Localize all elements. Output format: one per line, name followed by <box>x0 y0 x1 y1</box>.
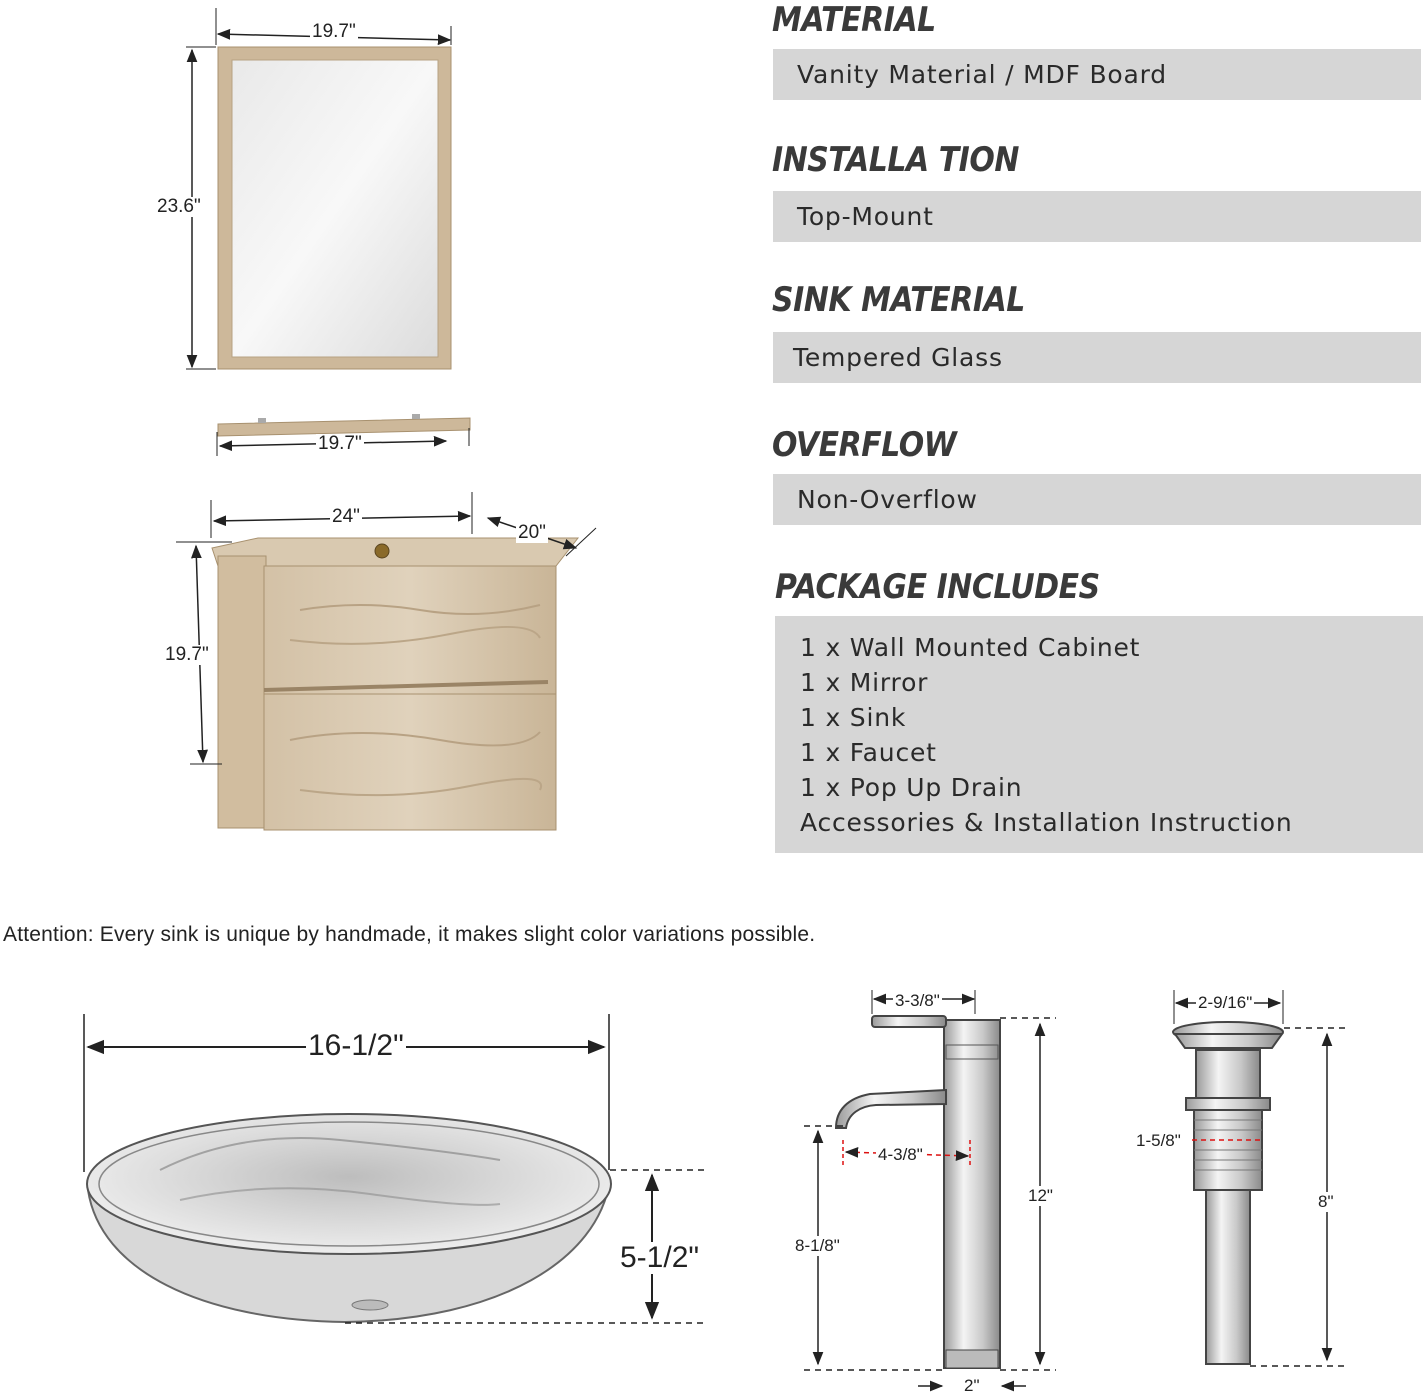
faucet-drawing <box>804 990 1056 1386</box>
package-item: 1 x Wall Mounted Cabinet <box>800 633 1141 662</box>
overflow-value-box <box>773 474 1421 525</box>
drain-length-label: 8" <box>1318 1192 1334 1211</box>
installation-heading: INSTALLA TION <box>772 140 1019 180</box>
attention-note: Attention: Every sink is unique by handmade, it makes slight color variations possible. <box>3 923 816 946</box>
cabinet-width-label: 24" <box>332 506 360 527</box>
mirror-height-label: 23.6" <box>157 196 201 217</box>
package-heading: PACKAGE INCLUDES <box>775 567 1100 607</box>
package-item: 1 x Mirror <box>800 668 929 697</box>
package-list <box>775 616 1423 853</box>
package-item: Accessories & Installation Instruction <box>800 808 1293 837</box>
overflow-heading: OVERFLOW <box>772 425 957 465</box>
drain-diameter-label: 1-5/8" <box>1136 1131 1181 1150</box>
package-item: 1 x Pop Up Drain <box>800 773 1023 802</box>
mirror-width-label: 19.7" <box>312 21 356 42</box>
drain-cap-label: 2-9/16" <box>1198 993 1253 1012</box>
sink-material-value: Tempered Glass <box>793 343 1003 372</box>
package-item: 1 x Sink <box>800 703 907 732</box>
sink-height-label: 5-1/2" <box>620 1241 700 1274</box>
cabinet-depth-label: 20" <box>518 522 546 543</box>
sink-material-value-box <box>773 332 1421 383</box>
cabinet-height-label: 19.7" <box>165 644 209 665</box>
overflow-value: Non-Overflow <box>797 485 978 514</box>
faucet-base-label: 2" <box>964 1376 980 1395</box>
faucet-handle-label: 3-3/8" <box>895 991 940 1010</box>
mirror-drawing <box>186 8 451 369</box>
sink-diameter-label: 16-1/2" <box>308 1029 404 1062</box>
package-item: 1 x Faucet <box>800 738 937 767</box>
material-value: Vanity Material / MDF Board <box>797 60 1167 89</box>
material-value-box <box>773 49 1421 100</box>
faucet-spout-height-label: 8-1/8" <box>795 1236 840 1255</box>
sink-material-heading: SINK MATERIAL <box>772 280 1025 320</box>
shelf-width-label: 19.7" <box>318 433 362 454</box>
installation-value-box <box>773 191 1421 242</box>
installation-value: Top-Mount <box>797 202 934 231</box>
faucet-height-label: 12" <box>1028 1186 1053 1205</box>
material-heading: MATERIAL <box>772 0 936 40</box>
faucet-reach-label: 4-3/8" <box>878 1145 923 1164</box>
drain-drawing <box>1173 990 1346 1366</box>
